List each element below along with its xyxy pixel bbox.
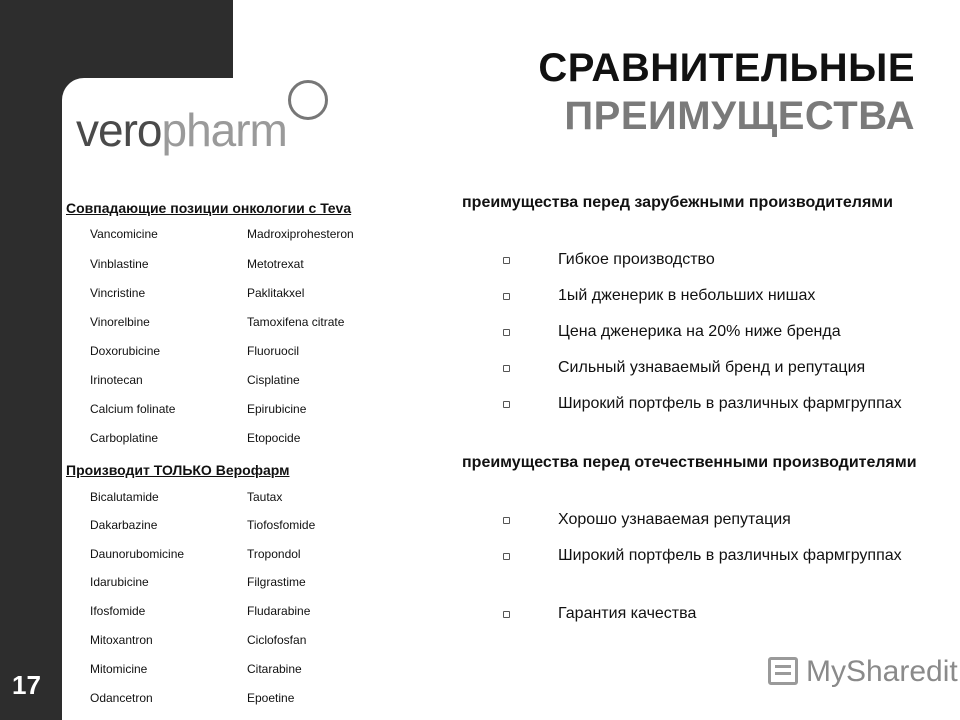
drug-name: Paklitakxel	[247, 286, 305, 300]
drug-name: Epoetine	[247, 691, 295, 705]
drug-name: Vinblastine	[90, 257, 149, 271]
teva-overlap-heading: Совпадающие позиции онкологии с Teva	[66, 200, 352, 216]
drug-name: Dakarbazine	[90, 518, 158, 532]
drug-name: Bicalutamide	[90, 490, 159, 504]
drug-name: Metotrexat	[247, 257, 304, 271]
drug-name: Mitomicine	[90, 662, 148, 676]
drug-name: Epirubicine	[247, 402, 307, 416]
bullet-icon	[503, 365, 510, 372]
chart-board-icon	[768, 657, 798, 685]
drug-name: Irinotecan	[90, 373, 143, 387]
bullet-icon	[503, 257, 510, 264]
bullet-icon	[503, 293, 510, 300]
logo-part-pharm: pharm	[161, 104, 287, 156]
drug-name: Idarubicine	[90, 575, 149, 589]
bullet-icon	[503, 329, 510, 336]
veropharm-only-heading: Производит ТОЛЬКО Верофарм	[66, 462, 290, 478]
dark-sidebar-strip	[0, 82, 62, 720]
bullet-icon	[503, 517, 510, 524]
drug-name: Mitoxantron	[90, 633, 153, 647]
drug-name: Ciclofosfan	[247, 633, 307, 647]
foreign-advantages-heading: преимущества перед зарубежными производителями	[462, 194, 893, 211]
page-number: 17	[12, 670, 41, 700]
drug-name: Tamoxifena citrate	[247, 315, 345, 329]
drug-name: Madroxiprohesteron	[247, 227, 354, 241]
domestic-advantages-heading: преимущества перед отечественными производителями	[462, 454, 917, 471]
drug-name: Cisplatine	[247, 373, 300, 387]
slide-title-line2: ПРЕИМУЩЕСТВА	[564, 94, 915, 138]
content-panel	[62, 78, 305, 720]
drug-name: Etopocide	[247, 431, 301, 445]
bullet-icon	[503, 401, 510, 408]
drug-name: Ifosfomide	[90, 604, 146, 618]
drug-name: Daunorubomicine	[90, 547, 185, 561]
drug-name: Odancetron	[90, 691, 153, 705]
drug-name: Fluoruocil	[247, 344, 300, 358]
bullet-icon	[503, 553, 510, 560]
drug-name: Filgrastime	[247, 575, 306, 589]
drug-name: Vincristine	[90, 286, 146, 300]
drug-name: Doxorubicine	[90, 344, 161, 358]
slide-title-line1: СРАВНИТЕЛЬНЫЕ	[538, 46, 915, 90]
watermark-text: MySharedit	[806, 655, 958, 688]
bullet-icon	[503, 611, 510, 618]
logo-part-vero: vero	[76, 104, 162, 156]
watermark	[768, 655, 958, 691]
drug-name: Vancomicine	[90, 227, 158, 241]
logo-circle-icon	[288, 80, 328, 120]
drug-name: Tautax	[247, 490, 283, 504]
drug-name: Vinorelbine	[90, 315, 150, 329]
drug-name: Citarabine	[247, 662, 302, 676]
drug-name: Tropondol	[247, 547, 301, 561]
drug-name: Carboplatine	[90, 431, 159, 445]
drug-name: Tiofosfomide	[247, 518, 316, 532]
drug-name: Calcium folinate	[90, 402, 176, 416]
veropharm-logo	[76, 100, 336, 160]
drug-name: Fludarabine	[247, 604, 311, 618]
